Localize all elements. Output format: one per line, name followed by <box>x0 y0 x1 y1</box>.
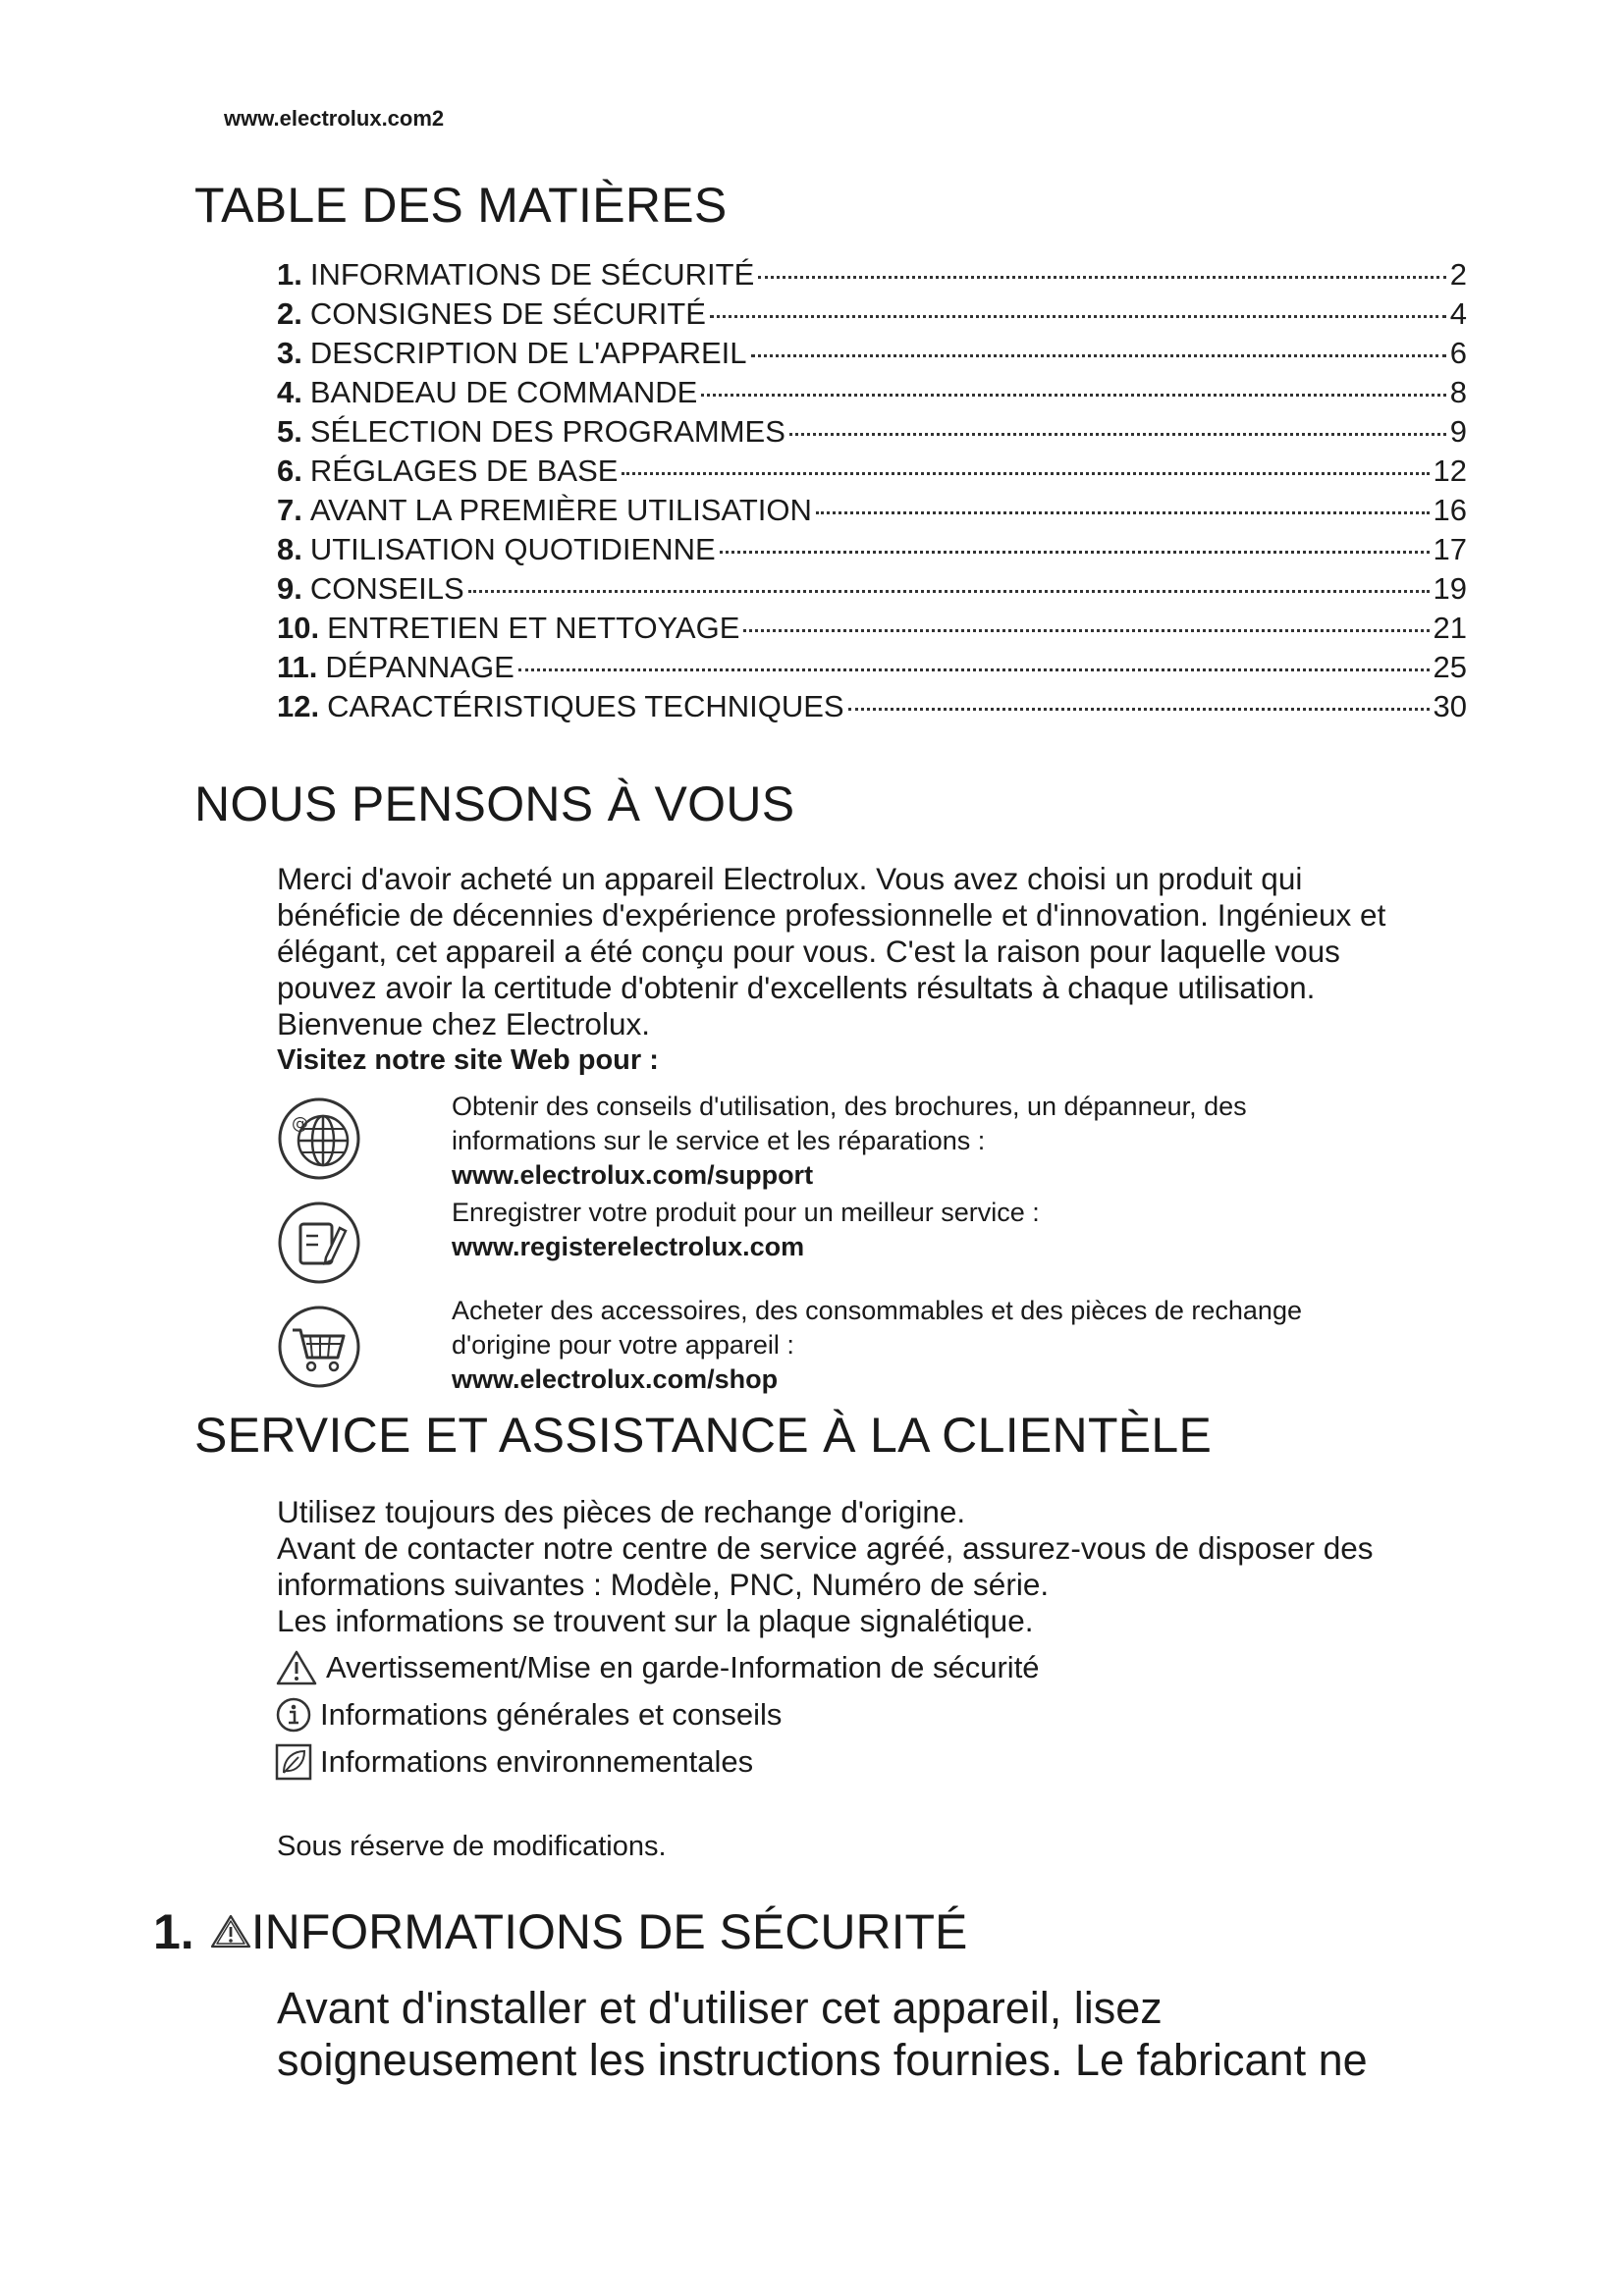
toc-item-page: 17 <box>1433 532 1467 566</box>
paragraph-line: Utilisez toujours des pièces de rechange d'origine. <box>277 1494 966 1529</box>
paragraph-line: Les informations se trouvent sur la plaque signalétique. <box>277 1603 1034 1638</box>
toc-item-number: 11. <box>277 650 318 684</box>
toc-item-page: 21 <box>1433 611 1467 645</box>
toc-item[interactable] <box>277 650 1467 689</box>
thinking-paragraph <box>277 861 1475 1079</box>
toc-item-page: 4 <box>1449 296 1467 331</box>
toc-leader-dots <box>518 668 1430 671</box>
toc-item-number: 3. <box>277 336 302 370</box>
web-item-line: informations sur le service et les réparations : <box>452 1126 986 1155</box>
web-item-support <box>452 1090 1473 1193</box>
paragraph-line: élégant, cet appareil a été conçu pour vous. C'est la raison pour laquelle vous <box>277 934 1340 969</box>
support-link[interactable]: www.electrolux.com/support <box>452 1160 814 1190</box>
web-item-register <box>452 1196 1473 1264</box>
toc-leader-dots <box>758 276 1445 279</box>
thinking-title: NOUS PENSONS À VOUS <box>194 776 795 831</box>
toc-leader-dots <box>622 472 1429 475</box>
toc-item-title: RÉGLAGES DE BASE <box>309 454 619 488</box>
toc-leader-dots <box>710 315 1446 318</box>
toc-item-number: 10. <box>277 611 320 645</box>
toc-item[interactable] <box>277 414 1467 454</box>
service-title: SERVICE ET ASSISTANCE À LA CLIENTÈLE <box>194 1408 1213 1463</box>
globe-icon <box>277 1096 361 1181</box>
toc-item-page: 12 <box>1433 454 1467 488</box>
table-of-contents <box>277 257 1467 728</box>
toc-item-number: 9. <box>277 571 302 606</box>
legend-text: Informations environnementales <box>320 1744 754 1779</box>
legend-text: Informations générales et conseils <box>320 1697 783 1732</box>
toc-item-number: 12. <box>277 689 320 723</box>
toc-title: TABLE DES MATIÈRES <box>194 178 728 233</box>
toc-item-title: AVANT LA PREMIÈRE UTILISATION <box>309 493 812 527</box>
toc-item-number: 1. <box>277 257 302 292</box>
toc-item[interactable] <box>277 532 1467 571</box>
toc-item-title: INFORMATIONS DE SÉCURITÉ <box>309 257 755 292</box>
paragraph-line: bénéficie de décennies d'expérience professionnelle et d'innovation. Ingénieux et <box>277 897 1386 933</box>
toc-item-page: 25 <box>1433 650 1467 684</box>
header-url: www.electrolux.com2 <box>224 106 445 131</box>
warning-icon <box>210 1914 251 1949</box>
intro-line: Avant d'installer et d'utiliser cet appareil, lisez <box>277 1983 1163 2033</box>
register-link[interactable]: www.registerelectrolux.com <box>452 1232 805 1261</box>
modification-note: Sous réserve de modifications. <box>277 1831 667 1862</box>
toc-leader-dots <box>848 708 1430 711</box>
toc-item-title: CONSIGNES DE SÉCURITÉ <box>309 296 706 331</box>
visit-label: Visitez notre site Web pour : <box>277 1044 659 1076</box>
toc-item[interactable] <box>277 493 1467 532</box>
legend-warning <box>275 1649 1040 1686</box>
toc-item-title: DÉPANNAGE <box>325 650 514 684</box>
leaf-icon <box>275 1743 312 1781</box>
svg-text:@: @ <box>292 1114 308 1134</box>
legend-text: Avertissement/Mise en garde-Information de sécurité <box>326 1650 1040 1684</box>
toc-item[interactable] <box>277 375 1467 414</box>
paragraph-line: pouvez avoir la certitude d'obtenir d'excellents résultats à chaque utilisation. <box>277 970 1316 1005</box>
toc-item-number: 7. <box>277 493 302 527</box>
toc-item[interactable] <box>277 336 1467 375</box>
toc-leader-dots <box>743 629 1429 632</box>
toc-item-number: 8. <box>277 532 302 566</box>
web-item-shop <box>452 1294 1473 1397</box>
section-title: INFORMATIONS DE SÉCURITÉ <box>250 1904 968 1959</box>
toc-item[interactable] <box>277 454 1467 493</box>
safety-intro <box>277 1982 1494 2086</box>
toc-item-page: 8 <box>1449 375 1467 409</box>
toc-item-page: 19 <box>1433 571 1467 606</box>
toc-item-number: 4. <box>277 375 302 409</box>
toc-item[interactable] <box>277 611 1467 650</box>
web-item-line: d'origine pour votre appareil : <box>452 1330 794 1360</box>
register-icon <box>277 1201 361 1285</box>
service-paragraph <box>277 1494 1475 1639</box>
toc-leader-dots <box>751 354 1446 357</box>
web-item-line: Acheter des accessoires, des consommables et des pièces de rechange <box>452 1296 1302 1325</box>
toc-item-title: SÉLECTION DES PROGRAMMES <box>309 414 785 449</box>
toc-leader-dots <box>789 433 1446 436</box>
toc-item-title: DESCRIPTION DE L'APPAREIL <box>309 336 747 370</box>
web-item-line: Obtenir des conseils d'utilisation, des brochures, un dépanneur, des <box>452 1092 1247 1121</box>
info-icon <box>275 1696 312 1734</box>
toc-item-page: 9 <box>1449 414 1467 449</box>
toc-item-page: 2 <box>1449 257 1467 292</box>
toc-leader-dots <box>701 394 1445 397</box>
legend-environment <box>275 1743 753 1781</box>
toc-item-title: ENTRETIEN ET NETTOYAGE <box>327 611 740 645</box>
toc-item[interactable] <box>277 571 1467 611</box>
toc-item[interactable] <box>277 296 1467 336</box>
toc-item[interactable] <box>277 257 1467 296</box>
toc-item-page: 16 <box>1433 493 1467 527</box>
web-item-line: Enregistrer votre produit pour un meilleur service : <box>452 1198 1040 1227</box>
safety-heading <box>153 1903 967 1960</box>
paragraph-line: Merci d'avoir acheté un appareil Electrolux. Vous avez choisi un produit qui <box>277 861 1303 896</box>
paragraph-line: Avant de contacter notre centre de service agréé, assurez-vous de disposer des <box>277 1530 1374 1566</box>
toc-item-title: UTILISATION QUOTIDIENNE <box>309 532 716 566</box>
intro-line: soigneusement les instructions fournies. Le fabricant ne <box>277 2035 1368 2085</box>
section-number: 1. <box>153 1904 194 1959</box>
toc-leader-dots <box>468 590 1430 593</box>
toc-item[interactable] <box>277 689 1467 728</box>
toc-leader-dots <box>816 511 1430 514</box>
paragraph-line: informations suivantes : Modèle, PNC, Numéro de série. <box>277 1567 1050 1602</box>
legend-info <box>275 1696 782 1734</box>
toc-item-title: BANDEAU DE COMMANDE <box>309 375 698 409</box>
warning-icon <box>275 1649 318 1686</box>
toc-item-page: 6 <box>1449 336 1467 370</box>
toc-item-page: 30 <box>1433 689 1467 723</box>
toc-leader-dots <box>720 551 1430 554</box>
shopping-cart-icon <box>277 1305 361 1389</box>
paragraph-line: Bienvenue chez Electrolux. <box>277 1006 650 1041</box>
toc-item-number: 6. <box>277 454 302 488</box>
toc-item-number: 5. <box>277 414 302 449</box>
toc-item-title: CARACTÉRISTIQUES TECHNIQUES <box>327 689 844 723</box>
toc-item-number: 2. <box>277 296 302 331</box>
shop-link[interactable]: www.electrolux.com/shop <box>452 1364 779 1394</box>
toc-item-title: CONSEILS <box>309 571 464 606</box>
